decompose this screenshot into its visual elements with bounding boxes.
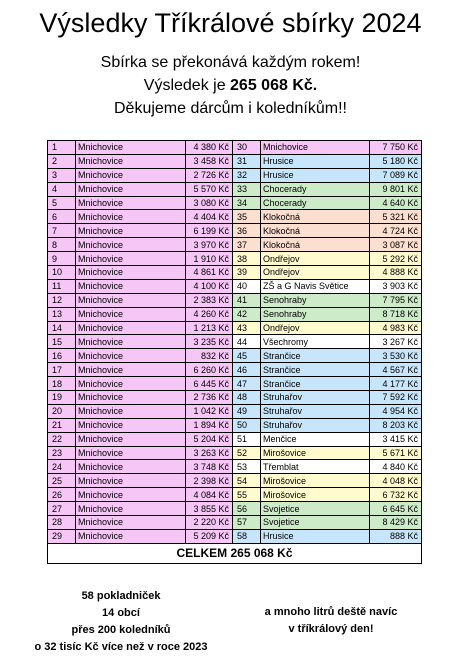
footer-note-line-2: v tříkrálový den! xyxy=(288,623,374,635)
amount-cell: 2 220 Kč xyxy=(186,516,233,530)
amount-cell: 4 404 Kč xyxy=(186,210,233,224)
footer-stat-boxes: 58 pokladniček xyxy=(81,590,161,602)
place-cell: Mnichovice xyxy=(76,418,186,432)
row-number-cell: 36 xyxy=(233,224,261,238)
place-cell: Chocerady xyxy=(261,196,370,210)
place-cell: Mnichovice xyxy=(76,529,186,543)
row-number-cell: 16 xyxy=(48,349,76,363)
amount-cell: 4 380 Kč xyxy=(186,141,233,155)
amount-cell: 5 209 Kč xyxy=(186,529,233,543)
row-number-cell: 48 xyxy=(233,391,261,405)
row-number-cell: 24 xyxy=(48,460,76,474)
place-cell: Mnichovice xyxy=(76,168,186,182)
row-number-cell: 54 xyxy=(233,474,261,488)
footer-stats xyxy=(8,588,234,656)
row-number-cell: 25 xyxy=(48,474,76,488)
row-number-cell: 34 xyxy=(233,196,261,210)
place-cell: Třemblat xyxy=(261,460,370,474)
row-number-cell: 12 xyxy=(48,293,76,307)
footer-stat-carolers: přes 200 koledníků xyxy=(71,624,171,636)
table-row xyxy=(48,446,422,460)
place-cell: Mnichovice xyxy=(76,252,186,266)
place-cell: Mnichovice xyxy=(76,154,186,168)
amount-cell: 5 180 Kč xyxy=(370,154,422,168)
amount-cell: 3 087 Kč xyxy=(370,238,422,252)
row-number-cell: 50 xyxy=(233,418,261,432)
place-cell: Mnichovice xyxy=(76,404,186,418)
table-row xyxy=(48,168,422,182)
place-cell: Mirošovice xyxy=(261,474,370,488)
amount-cell: 5 292 Kč xyxy=(370,252,422,266)
row-number-cell: 57 xyxy=(233,516,261,530)
total-row xyxy=(48,543,422,563)
table-row xyxy=(48,266,422,280)
amount-cell: 6 732 Kč xyxy=(370,488,422,502)
amount-cell: 4 100 Kč xyxy=(186,279,233,293)
amount-cell: 1 894 Kč xyxy=(186,418,233,432)
amount-cell: 4 861 Kč xyxy=(186,266,233,280)
place-cell: Mnichovice xyxy=(76,335,186,349)
row-number-cell: 19 xyxy=(48,391,76,405)
row-number-cell: 27 xyxy=(48,502,76,516)
place-cell: ZŠ a G Navis Světice xyxy=(261,279,370,293)
amount-cell: 2 736 Kč xyxy=(186,391,233,405)
intro-line-2-prefix: Výsledek je xyxy=(143,77,231,94)
place-cell: Mnichovice xyxy=(76,266,186,280)
amount-cell: 5 671 Kč xyxy=(370,446,422,460)
table-row xyxy=(48,418,422,432)
place-cell: Menčice xyxy=(261,432,370,446)
table-row xyxy=(48,182,422,196)
amount-cell: 5 570 Kč xyxy=(186,182,233,196)
table-row xyxy=(48,154,422,168)
row-number-cell: 15 xyxy=(48,335,76,349)
table-row xyxy=(48,404,422,418)
place-cell: Mnichovice xyxy=(76,196,186,210)
place-cell: Mnichovice xyxy=(76,141,186,155)
row-number-cell: 58 xyxy=(233,529,261,543)
row-number-cell: 42 xyxy=(233,307,261,321)
row-number-cell: 51 xyxy=(233,432,261,446)
row-number-cell: 23 xyxy=(48,446,76,460)
amount-cell: 3 235 Kč xyxy=(186,335,233,349)
place-cell: Mnichovice xyxy=(76,279,186,293)
row-number-cell: 55 xyxy=(233,488,261,502)
place-cell: Hrusice xyxy=(261,529,370,543)
intro-line-3: Děkujeme dárcům i koledníkům!! xyxy=(114,100,347,117)
place-cell: Senohraby xyxy=(261,293,370,307)
row-number-cell: 10 xyxy=(48,266,76,280)
amount-cell: 2 726 Kč xyxy=(186,168,233,182)
amount-cell: 4 888 Kč xyxy=(370,266,422,280)
amount-cell: 1 910 Kč xyxy=(186,252,233,266)
amount-cell: 4 567 Kč xyxy=(370,363,422,377)
amount-cell: 6 260 Kč xyxy=(186,363,233,377)
place-cell: Mnichovice xyxy=(76,349,186,363)
row-number-cell: 52 xyxy=(233,446,261,460)
row-number-cell: 17 xyxy=(48,363,76,377)
amount-cell: 5 204 Kč xyxy=(186,432,233,446)
table-row xyxy=(48,460,422,474)
row-number-cell: 4 xyxy=(48,182,76,196)
place-cell: Ondřejov xyxy=(261,266,370,280)
amount-cell: 3 267 Kč xyxy=(370,335,422,349)
row-number-cell: 38 xyxy=(233,252,261,266)
amount-cell: 1 213 Kč xyxy=(186,321,233,335)
amount-cell: 2 383 Kč xyxy=(186,293,233,307)
amount-cell: 832 Kč xyxy=(186,349,233,363)
place-cell: Mnichovice xyxy=(76,474,186,488)
table-row xyxy=(48,488,422,502)
row-number-cell: 7 xyxy=(48,224,76,238)
amount-cell: 4 954 Kč xyxy=(370,404,422,418)
place-cell: Mnichovice xyxy=(76,210,186,224)
amount-cell: 8 429 Kč xyxy=(370,516,422,530)
table-row xyxy=(48,349,422,363)
row-number-cell: 8 xyxy=(48,238,76,252)
amount-cell: 4 048 Kč xyxy=(370,474,422,488)
place-cell: Senohraby xyxy=(261,307,370,321)
table-row xyxy=(48,321,422,335)
table-row xyxy=(48,502,422,516)
place-cell: Strančice xyxy=(261,363,370,377)
amount-cell: 888 Kč xyxy=(370,529,422,543)
amount-cell: 4 640 Kč xyxy=(370,196,422,210)
row-number-cell: 5 xyxy=(48,196,76,210)
table-row xyxy=(48,335,422,349)
place-cell: Mnichovice xyxy=(76,182,186,196)
place-cell: Klokočná xyxy=(261,210,370,224)
place-cell: Hrusice xyxy=(261,154,370,168)
amount-cell: 3 903 Kč xyxy=(370,279,422,293)
total-amount-highlight: 265 068 Kč. xyxy=(230,77,318,94)
intro-line-2 xyxy=(0,76,461,96)
row-number-cell: 13 xyxy=(48,307,76,321)
results-table-body xyxy=(48,141,422,544)
amount-cell: 4 840 Kč xyxy=(370,460,422,474)
place-cell: Mnichovice xyxy=(261,141,370,155)
table-row xyxy=(48,432,422,446)
place-cell: Mnichovice xyxy=(76,307,186,321)
table-row xyxy=(48,377,422,391)
table-row xyxy=(48,252,422,266)
place-cell: Struhařov xyxy=(261,391,370,405)
amount-cell: 3 080 Kč xyxy=(186,196,233,210)
place-cell: Mnichovice xyxy=(76,224,186,238)
total-cell: CELKEM 265 068 Kč xyxy=(48,543,422,563)
amount-cell: 7 089 Kč xyxy=(370,168,422,182)
row-number-cell: 53 xyxy=(233,460,261,474)
table-row xyxy=(48,238,422,252)
row-number-cell: 11 xyxy=(48,279,76,293)
row-number-cell: 1 xyxy=(48,141,76,155)
place-cell: Strančice xyxy=(261,349,370,363)
row-number-cell: 43 xyxy=(233,321,261,335)
place-cell: Strančice xyxy=(261,377,370,391)
amount-cell: 3 415 Kč xyxy=(370,432,422,446)
row-number-cell: 35 xyxy=(233,210,261,224)
row-number-cell: 20 xyxy=(48,404,76,418)
amount-cell: 7 795 Kč xyxy=(370,293,422,307)
amount-cell: 4 724 Kč xyxy=(370,224,422,238)
amount-cell: 1 042 Kč xyxy=(186,404,233,418)
table-row xyxy=(48,293,422,307)
amount-cell: 3 748 Kč xyxy=(186,460,233,474)
place-cell: Struhařov xyxy=(261,418,370,432)
table-row xyxy=(48,529,422,543)
page-title: Výsledky Tříkrálové sbírky 2024 xyxy=(39,8,422,38)
place-cell: Hrusice xyxy=(261,168,370,182)
row-number-cell: 3 xyxy=(48,168,76,182)
row-number-cell: 37 xyxy=(233,238,261,252)
place-cell: Klokočná xyxy=(261,238,370,252)
footer-note-line-1: a mnoho litrů deště navíc xyxy=(264,606,398,618)
row-number-cell: 49 xyxy=(233,404,261,418)
amount-cell: 6 645 Kč xyxy=(370,502,422,516)
table-row xyxy=(48,391,422,405)
row-number-cell: 45 xyxy=(233,349,261,363)
amount-cell: 5 321 Kč xyxy=(370,210,422,224)
place-cell: Svojetice xyxy=(261,502,370,516)
table-row xyxy=(48,279,422,293)
row-number-cell: 32 xyxy=(233,168,261,182)
row-number-cell: 40 xyxy=(233,279,261,293)
amount-cell: 2 398 Kč xyxy=(186,474,233,488)
row-number-cell: 21 xyxy=(48,418,76,432)
amount-cell: 7 592 Kč xyxy=(370,391,422,405)
row-number-cell: 2 xyxy=(48,154,76,168)
amount-cell: 4 983 Kč xyxy=(370,321,422,335)
place-cell: Mnichovice xyxy=(76,516,186,530)
amount-cell: 9 801 Kč xyxy=(370,182,422,196)
amount-cell: 3 970 Kč xyxy=(186,238,233,252)
place-cell: Svojetice xyxy=(261,516,370,530)
amount-cell: 7 750 Kč xyxy=(370,141,422,155)
row-number-cell: 47 xyxy=(233,377,261,391)
place-cell: Mnichovice xyxy=(76,432,186,446)
intro-line-1: Sbírka se překonává každým rokem! xyxy=(100,54,361,71)
footer-stat-comparison: o 32 tisíc Kč více než v roce 2023 xyxy=(34,641,208,653)
row-number-cell: 9 xyxy=(48,252,76,266)
place-cell: Struhařov xyxy=(261,404,370,418)
place-cell: Mnichovice xyxy=(76,502,186,516)
row-number-cell: 44 xyxy=(233,335,261,349)
amount-cell: 3 530 Kč xyxy=(370,349,422,363)
table-row xyxy=(48,210,422,224)
row-number-cell: 41 xyxy=(233,293,261,307)
place-cell: Mnichovice xyxy=(76,391,186,405)
place-cell: Mnichovice xyxy=(76,460,186,474)
place-cell: Klokočná xyxy=(261,224,370,238)
amount-cell: 3 458 Kč xyxy=(186,154,233,168)
place-cell: Mirošovice xyxy=(261,488,370,502)
place-cell: Mnichovice xyxy=(76,363,186,377)
table-row xyxy=(48,141,422,155)
row-number-cell: 22 xyxy=(48,432,76,446)
row-number-cell: 56 xyxy=(233,502,261,516)
row-number-cell: 39 xyxy=(233,266,261,280)
row-number-cell: 33 xyxy=(233,182,261,196)
footer-stat-municipalities: 14 obcí xyxy=(102,607,140,619)
amount-cell: 3 263 Kč xyxy=(186,446,233,460)
place-cell: Mnichovice xyxy=(76,488,186,502)
table-row xyxy=(48,224,422,238)
amount-cell: 3 855 Kč xyxy=(186,502,233,516)
row-number-cell: 29 xyxy=(48,529,76,543)
table-row xyxy=(48,196,422,210)
place-cell: Mnichovice xyxy=(76,321,186,335)
amount-cell: 4 260 Kč xyxy=(186,307,233,321)
place-cell: Mnichovice xyxy=(76,446,186,460)
place-cell: Mnichovice xyxy=(76,238,186,252)
row-number-cell: 18 xyxy=(48,377,76,391)
footer-note xyxy=(238,604,424,638)
table-row xyxy=(48,363,422,377)
place-cell: Všechromy xyxy=(261,335,370,349)
place-cell: Ondřejov xyxy=(261,321,370,335)
amount-cell: 6 199 Kč xyxy=(186,224,233,238)
row-number-cell: 46 xyxy=(233,363,261,377)
place-cell: Mnichovice xyxy=(76,377,186,391)
results-table xyxy=(47,140,422,564)
place-cell: Ondřejov xyxy=(261,252,370,266)
amount-cell: 8 718 Kč xyxy=(370,307,422,321)
table-row xyxy=(48,516,422,530)
row-number-cell: 6 xyxy=(48,210,76,224)
row-number-cell: 14 xyxy=(48,321,76,335)
row-number-cell: 28 xyxy=(48,516,76,530)
row-number-cell: 30 xyxy=(233,141,261,155)
row-number-cell: 31 xyxy=(233,154,261,168)
amount-cell: 4 177 Kč xyxy=(370,377,422,391)
amount-cell: 8 203 Kč xyxy=(370,418,422,432)
amount-cell: 6 445 Kč xyxy=(186,377,233,391)
row-number-cell: 26 xyxy=(48,488,76,502)
amount-cell: 4 084 Kč xyxy=(186,488,233,502)
table-row xyxy=(48,307,422,321)
place-cell: Mirošovice xyxy=(261,446,370,460)
place-cell: Mnichovice xyxy=(76,293,186,307)
table-row xyxy=(48,474,422,488)
place-cell: Chocerady xyxy=(261,182,370,196)
